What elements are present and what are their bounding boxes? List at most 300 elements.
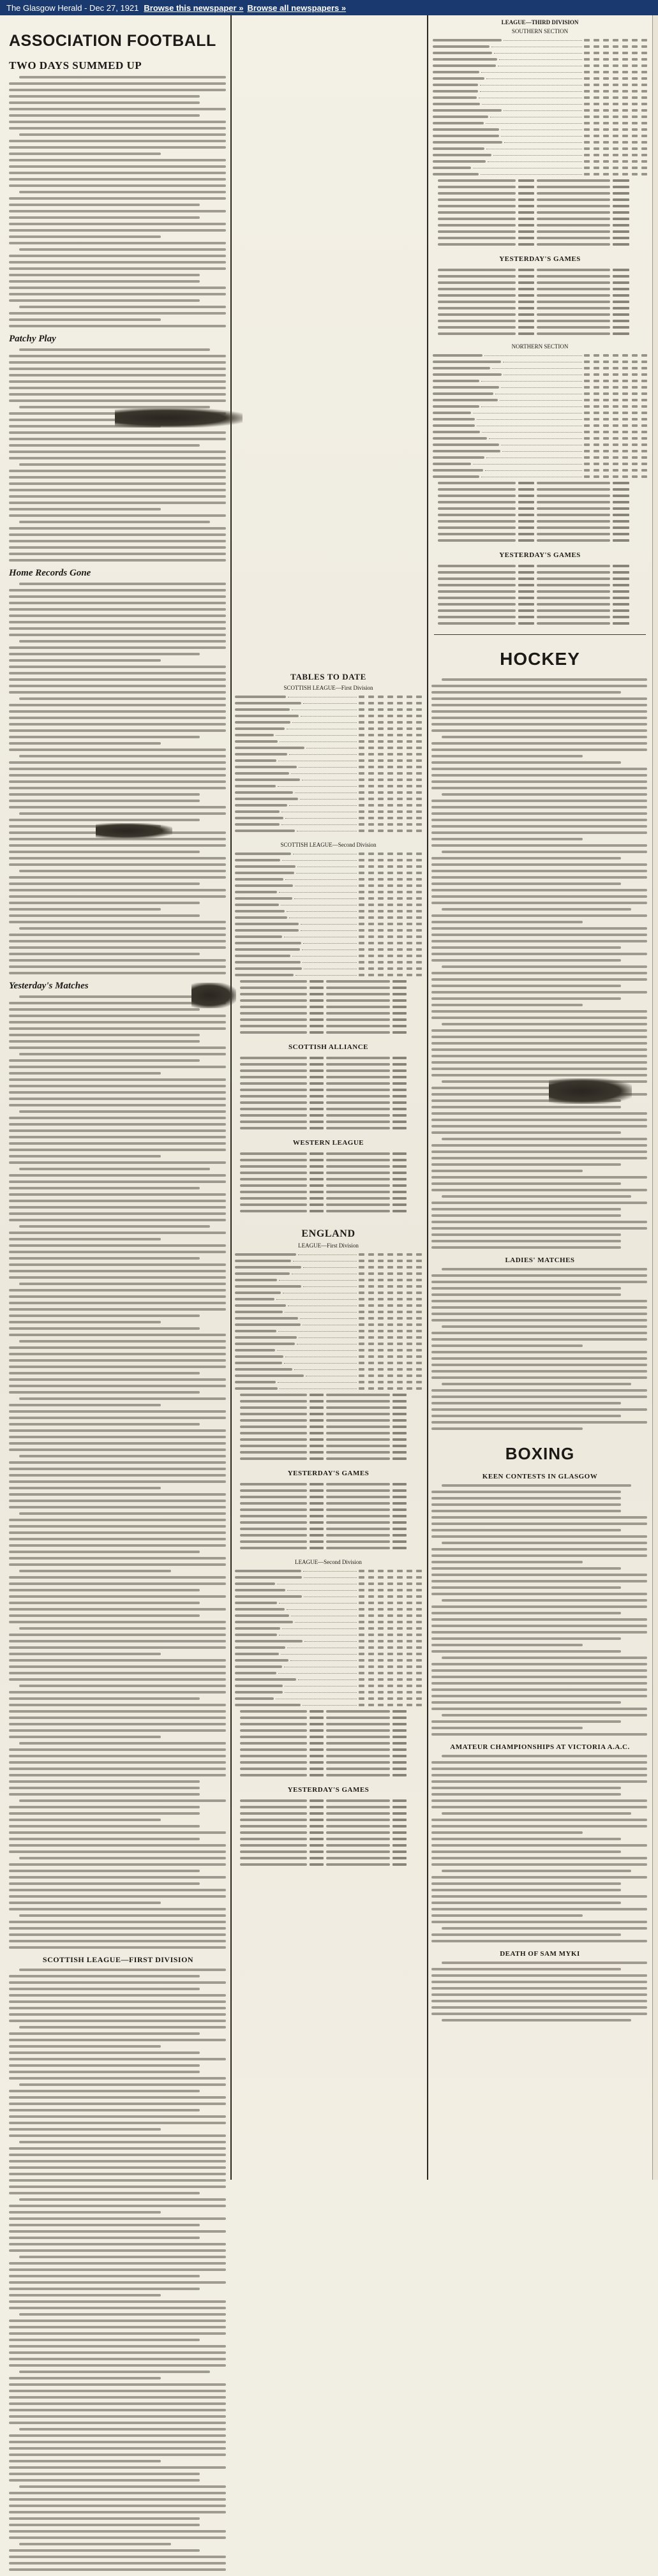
- text-line: [431, 927, 647, 930]
- column-left: [6, 15, 230, 2576]
- table-row: [235, 694, 422, 700]
- text-line: [9, 1346, 226, 1349]
- table-row: [433, 461, 647, 467]
- result-row: [235, 1087, 422, 1093]
- text-line: [431, 1780, 647, 1783]
- table-row: [235, 1322, 422, 1328]
- table-row: [235, 789, 422, 796]
- text-line: [431, 1421, 647, 1424]
- text-line: [9, 1366, 226, 1368]
- text-line: [9, 2556, 226, 2558]
- result-row: [433, 588, 647, 595]
- result-row: [433, 493, 647, 499]
- results-list: [231, 1392, 426, 1462]
- text-line: [442, 1484, 631, 1487]
- text-line: [431, 991, 647, 994]
- text-line: [9, 634, 226, 636]
- text-line: [431, 780, 647, 783]
- text-line: [431, 819, 647, 821]
- table-row: [433, 384, 647, 391]
- text-line: [9, 2383, 226, 2386]
- text-line: [431, 1663, 647, 1665]
- result-row: [235, 1404, 422, 1411]
- result-row: [235, 1766, 422, 1772]
- text-line: [431, 1125, 647, 1128]
- text-line: [431, 1274, 647, 1277]
- result-row: [235, 1016, 422, 1023]
- table-row: [235, 1644, 422, 1651]
- text-line: [9, 108, 226, 110]
- text-line: [9, 197, 226, 200]
- text-line: [9, 895, 226, 898]
- text-line: [431, 882, 621, 885]
- text-line: [9, 602, 226, 604]
- text-line: [9, 806, 226, 808]
- text-line: [9, 223, 226, 225]
- table-row: [235, 959, 422, 965]
- text-line: [9, 1085, 226, 1087]
- table-row: [235, 1277, 422, 1283]
- ladies-matches-heading: LADIES' MATCHES: [505, 1256, 575, 1264]
- text-line: [9, 1787, 200, 1789]
- text-line: [431, 1208, 621, 1210]
- table-row: [235, 940, 422, 946]
- result-row: [235, 1004, 422, 1010]
- result-row: [235, 1411, 422, 1417]
- text-line: [9, 1659, 226, 1662]
- result-row: [433, 203, 647, 209]
- text-line: [9, 2185, 226, 2188]
- text-line: [9, 1295, 226, 1298]
- text-line: [431, 863, 647, 866]
- result-row: [235, 1430, 422, 1436]
- text-line: [9, 1442, 226, 1445]
- text-line: [9, 595, 226, 598]
- text-line: [9, 368, 226, 370]
- text-line: [9, 1480, 226, 1483]
- ink-smudge: [191, 983, 236, 1008]
- text-line: [9, 666, 226, 668]
- text-line: [9, 863, 226, 866]
- text-line: [9, 1015, 226, 1017]
- result-row: [235, 1424, 422, 1430]
- text-line: [431, 812, 647, 815]
- result-row: [433, 286, 647, 292]
- text-line: [431, 876, 647, 879]
- association-football-headline: ASSOCIATION FOOTBALL: [9, 32, 216, 50]
- text-line: [9, 1933, 226, 1936]
- table-row: [235, 1632, 422, 1638]
- text-line: [431, 1338, 647, 1341]
- text-line: [9, 1988, 200, 1990]
- result-row: [235, 1513, 422, 1519]
- text-line: [431, 1586, 621, 1589]
- table-row: [235, 751, 422, 757]
- result-row: [235, 1099, 422, 1106]
- text-line: [9, 761, 226, 764]
- text-line: [442, 2019, 631, 2021]
- text-line: [9, 2058, 226, 2060]
- text-line: [9, 2447, 226, 2450]
- text-line: [431, 1529, 621, 1531]
- text-line: [9, 1314, 200, 1317]
- table-row: [433, 145, 647, 152]
- text-line: [9, 1825, 200, 1828]
- text-line: [19, 2141, 226, 2143]
- first-division-table-title: SCOTTISH LEAGUE—First Division: [283, 685, 373, 691]
- result-row: [235, 1456, 422, 1462]
- text-line: [9, 287, 226, 289]
- text-line: [19, 191, 226, 193]
- text-line: [9, 1276, 226, 1279]
- text-line: [431, 1548, 647, 1551]
- text-line: [9, 2345, 226, 2348]
- text-line: [9, 2473, 200, 2475]
- result-row: [235, 1823, 422, 1829]
- table-row: [235, 1612, 422, 1619]
- text-line: [431, 1688, 647, 1691]
- text-line: [9, 1908, 226, 1910]
- text-line: [9, 1244, 226, 1247]
- text-line: [9, 1027, 226, 1030]
- text-line: [9, 2562, 226, 2565]
- text-line: [9, 1736, 161, 1738]
- table-row: [235, 1283, 422, 1290]
- result-row: [235, 1753, 422, 1759]
- table-row: [235, 870, 422, 876]
- result-row: [235, 1068, 422, 1074]
- table-row: [433, 165, 647, 171]
- text-line: [431, 1987, 647, 1990]
- text-line: [19, 306, 226, 308]
- table-row: [235, 1290, 422, 1296]
- text-line: [9, 1066, 226, 1068]
- result-row: [235, 1836, 422, 1842]
- text-line: [9, 1551, 200, 1553]
- text-line: [9, 921, 226, 923]
- result-row: [235, 1392, 422, 1398]
- text-line: [431, 1202, 647, 1204]
- text-line: [9, 2249, 226, 2252]
- table-row: [235, 882, 422, 889]
- result-row: [433, 569, 647, 576]
- text-line: [431, 1908, 647, 1910]
- text-line: [9, 1672, 226, 1674]
- text-line: [431, 1940, 647, 1942]
- text-line: [442, 1325, 647, 1328]
- result-row: [433, 197, 647, 203]
- text-line: [19, 2428, 226, 2431]
- table-row: [235, 1664, 422, 1670]
- text-line: [431, 748, 647, 751]
- text-line: [431, 1357, 647, 1360]
- text-line: [19, 1627, 226, 1630]
- text-line: [431, 768, 647, 770]
- result-row: [235, 1029, 422, 1036]
- text-line: [19, 583, 226, 585]
- text-line: [9, 1232, 226, 1234]
- text-line: [431, 1319, 647, 1322]
- text-line: [431, 710, 647, 713]
- text-line: [9, 1474, 226, 1477]
- table-row: [235, 1625, 422, 1632]
- text-line: [9, 1889, 226, 1891]
- text-line: [9, 2288, 200, 2290]
- text-line: [9, 1161, 226, 1164]
- text-line: [431, 1720, 621, 1723]
- results-list: [231, 1481, 426, 1551]
- text-line: [431, 1376, 647, 1379]
- text-line: [431, 1497, 621, 1500]
- text-line: [9, 1895, 226, 1898]
- text-line: [9, 717, 226, 719]
- text-line: [9, 1608, 226, 1611]
- text-line: [431, 1048, 647, 1051]
- table-row: [235, 1702, 422, 1708]
- text-line: [9, 2453, 226, 2456]
- result-row: [235, 1195, 422, 1202]
- table-row: [235, 815, 422, 821]
- text-line: [9, 1429, 226, 1432]
- column-middle: [231, 15, 426, 1868]
- text-line: [9, 2192, 200, 2194]
- text-line: [9, 2409, 226, 2411]
- text-line: [9, 2536, 226, 2539]
- text-line: [431, 1708, 647, 1710]
- text-line: [9, 729, 226, 732]
- text-line: [9, 2326, 226, 2328]
- text-line: [9, 450, 226, 453]
- text-line: [431, 1396, 647, 1398]
- text-line: [431, 1850, 621, 1853]
- table-row: [235, 1309, 422, 1315]
- text-line: [9, 89, 226, 91]
- text-line: [431, 1004, 583, 1006]
- text-line: [9, 438, 226, 440]
- text-line: [431, 1408, 647, 1411]
- text-line: [9, 1806, 200, 1808]
- table-row: [433, 467, 647, 473]
- text-line: [9, 889, 226, 891]
- result-row: [433, 582, 647, 588]
- text-line: [431, 1761, 647, 1764]
- table-row: [235, 1670, 422, 1676]
- text-line: [431, 825, 647, 828]
- table-row: [433, 75, 647, 82]
- table-row: [235, 953, 422, 959]
- text-line: [9, 242, 226, 244]
- text-line: [19, 1857, 226, 1859]
- text-line: [9, 514, 226, 517]
- result-row: [235, 1023, 422, 1029]
- table-row: [235, 1619, 422, 1625]
- text-line: [9, 502, 226, 504]
- text-line: [442, 1268, 647, 1270]
- text-line: [9, 229, 226, 232]
- result-row: [235, 1157, 422, 1163]
- text-line: [431, 787, 647, 789]
- text-line: [9, 178, 226, 181]
- text-line: [431, 1119, 647, 1121]
- column-right: [429, 15, 651, 2027]
- text-line: [9, 1557, 226, 1560]
- text-line: [431, 946, 621, 949]
- text-line: [431, 761, 621, 764]
- result-row: [433, 505, 647, 512]
- text-line: [9, 1212, 226, 1215]
- text-line: [431, 1042, 647, 1045]
- result-row: [235, 1746, 422, 1753]
- result-row: [235, 991, 422, 997]
- text-line: [9, 1774, 226, 1776]
- browse-this-newspaper-link[interactable]: Browse this newspaper »: [144, 3, 244, 13]
- result-row: [433, 576, 647, 582]
- text-line: [19, 2371, 210, 2373]
- text-line: [431, 717, 647, 719]
- text-line: [9, 2205, 226, 2207]
- table-row: [235, 851, 422, 857]
- table-row: [235, 764, 422, 770]
- text-line: [9, 184, 226, 187]
- results-list: [231, 1150, 426, 1214]
- table-row: [433, 152, 647, 158]
- text-line: [9, 261, 226, 264]
- table-row: [235, 1270, 422, 1277]
- text-line: [431, 1902, 621, 1904]
- text-line: [431, 1574, 647, 1576]
- table-row: [235, 726, 422, 732]
- result-row: [235, 1538, 422, 1545]
- table-row: [433, 158, 647, 165]
- text-line: [9, 678, 226, 681]
- text-line: [431, 1427, 583, 1430]
- text-line: [9, 1448, 226, 1451]
- text-line: [431, 1293, 621, 1296]
- text-line: [9, 2517, 200, 2520]
- text-line: [9, 1046, 226, 1049]
- text-line: [431, 1523, 647, 1525]
- text-line: [19, 1914, 226, 1917]
- text-line: [9, 1308, 226, 1311]
- text-line: [431, 889, 647, 891]
- result-row: [235, 1798, 422, 1804]
- text-line: [9, 1149, 226, 1151]
- text-line: [9, 1863, 226, 1866]
- text-line: [9, 2237, 200, 2239]
- table-row: [235, 1683, 422, 1689]
- text-line: [9, 1729, 226, 1732]
- text-line: [431, 1876, 647, 1879]
- text-line: [9, 2000, 226, 2003]
- table-row: [433, 94, 647, 101]
- result-row: [235, 1487, 422, 1494]
- text-line: [9, 2224, 200, 2226]
- text-line: [431, 1036, 647, 1038]
- text-line: [19, 2198, 226, 2201]
- text-line: [9, 2275, 200, 2277]
- text-line: [431, 742, 647, 745]
- text-line: [431, 1637, 621, 1640]
- article-body: [9, 76, 226, 327]
- text-line: [9, 780, 226, 783]
- text-line: [431, 1016, 647, 1019]
- text-line: [431, 704, 647, 706]
- result-row: [433, 177, 647, 184]
- text-line: [19, 812, 226, 815]
- text-line: [442, 1962, 647, 1964]
- result-row: [235, 1545, 422, 1551]
- results-list: [429, 177, 651, 248]
- text-line: [431, 1695, 647, 1697]
- text-line: [431, 1227, 647, 1230]
- boxing-heading: BOXING: [505, 1444, 575, 1463]
- text-line: [431, 1370, 647, 1373]
- result-row: [235, 1176, 422, 1182]
- result-row: [235, 1449, 422, 1456]
- text-line: [431, 1010, 647, 1013]
- text-line: [19, 2543, 171, 2545]
- table-row: [235, 1302, 422, 1309]
- text-line: [9, 2051, 200, 2054]
- text-line: [9, 1468, 226, 1470]
- table-row: [433, 43, 647, 50]
- text-line: [9, 1410, 226, 1413]
- result-row: [433, 607, 647, 614]
- text-line: [431, 1068, 647, 1070]
- text-line: [431, 1061, 647, 1064]
- text-line: [9, 1812, 200, 1815]
- text-line: [9, 2402, 226, 2405]
- text-line: [9, 210, 226, 212]
- text-line: [9, 2281, 226, 2284]
- table-row: [433, 126, 647, 133]
- result-row: [433, 305, 647, 311]
- table-row: [433, 88, 647, 94]
- text-line: [9, 457, 226, 459]
- text-line: [9, 2039, 226, 2041]
- table-row: [433, 139, 647, 145]
- result-row: [235, 1170, 422, 1176]
- text-line: [9, 1378, 226, 1381]
- browse-all-newspapers-link[interactable]: Browse all newspapers »: [247, 3, 347, 13]
- table-row: [235, 972, 422, 978]
- table-row: [235, 1689, 422, 1695]
- result-row: [433, 216, 647, 222]
- results-list: [429, 563, 651, 627]
- text-line: [9, 1595, 226, 1598]
- table-row: [235, 802, 422, 808]
- result-row: [235, 1734, 422, 1740]
- result-row: [433, 273, 647, 279]
- table-row: [433, 352, 647, 359]
- text-line: [9, 800, 200, 802]
- text-line: [431, 934, 647, 936]
- text-line: [9, 1059, 200, 1062]
- text-line: [9, 2154, 226, 2156]
- text-line: [9, 1634, 226, 1636]
- text-line: [9, 1691, 226, 1694]
- text-line: [9, 1525, 226, 1528]
- text-line: [431, 1819, 647, 1821]
- table-row: [235, 1347, 422, 1353]
- text-line: [431, 1806, 647, 1808]
- text-line: [9, 1544, 226, 1547]
- text-line: [9, 1251, 226, 1253]
- text-line: [9, 2505, 226, 2507]
- table-row: [433, 391, 647, 397]
- table-row: [235, 921, 422, 927]
- text-line: [9, 1193, 226, 1196]
